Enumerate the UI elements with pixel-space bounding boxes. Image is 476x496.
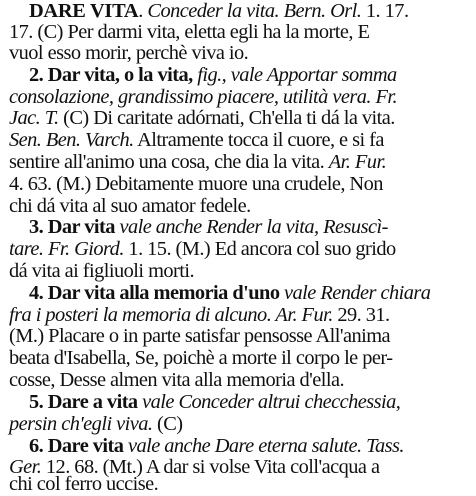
entry-line-8	[9, 152, 386, 174]
entry-line-19	[29, 392, 400, 414]
source-abbrev: Ger.	[9, 456, 42, 478]
sense-5-heading: 5. Dare a vita	[29, 391, 143, 413]
sense-4-heading: 4. Dar vita alla memoria d'uno	[29, 282, 285, 304]
entry-line-1	[29, 1, 409, 23]
entry-line-21	[29, 436, 404, 458]
quotation-text: dá vita ai figliuoli morti.	[9, 260, 195, 282]
definition-text: fig., vale Apportar somma	[197, 64, 397, 86]
entry-line-17	[9, 348, 392, 370]
entry-line-4	[29, 65, 397, 87]
quotation-text: vuol esso morir, perchè viva io.	[9, 42, 249, 64]
source-abbrev: Jac. T.	[9, 107, 59, 129]
definition-text: vale Conceder altrui checchessia,	[142, 391, 401, 413]
entry-line-9	[9, 174, 383, 196]
definition-text: vale anche Render la vita, Resuscì-	[119, 216, 388, 238]
entry-line-10	[9, 196, 251, 218]
entry-line-6	[9, 108, 395, 130]
headword: DARE VITA	[29, 0, 139, 22]
entry-line-16	[9, 326, 390, 348]
definition-text: consolazione, grandissimo piacere, utilità vera. Fr.	[9, 86, 398, 108]
entry-line-13	[9, 261, 194, 283]
quotation-text: cosse, Desse almen vita alla memoria d'ella.	[9, 369, 345, 391]
source-abbrev: Sen. Ben. Varch.	[9, 129, 134, 151]
citation-ref: 29. 31.	[332, 304, 390, 326]
source-abbrev: Ar. Fur.	[328, 151, 387, 173]
entry-line-23	[9, 474, 158, 496]
sense-2-heading: 2. Dar vita, o la vita,	[29, 64, 198, 86]
entry-line-15	[9, 305, 390, 327]
citation-ref: 1. 17.	[361, 0, 409, 22]
sense-6-heading: 6. Dare vita	[29, 435, 128, 457]
quotation-text: 4. 63. (M.) Debitamente muore una crudele, Non	[9, 173, 383, 195]
quotation-text: chi col ferro uccise.	[9, 473, 159, 495]
entry-line-11	[29, 217, 388, 239]
quotation-text: beata d'Isabella, Se, poichè a morte il corpo le per-	[9, 347, 393, 369]
definition-text: fra i posteri la memoria di alcuno. Ar. Fur.	[9, 304, 333, 326]
quotation-text: 12. 68. (Mt.) A dar si volse Vita coll'acqua a	[41, 456, 380, 478]
definition-text: persin ch'egli viva.	[9, 413, 153, 435]
quotation-text: (C) Di caritate adórnati, Ch'ella ti dá la vita.	[58, 107, 395, 129]
headword-period: .	[138, 0, 148, 22]
entry-line-20	[9, 414, 183, 436]
quotation-text: sentire all'animo una cosa, che dia la vita.	[9, 151, 329, 173]
quotation-text: chi dá vita al suo amator fedele.	[9, 195, 251, 217]
entry-line-2	[9, 22, 369, 44]
source-marker: (C)	[152, 413, 183, 435]
quotation-text: 1. 15. (M.) Ed ancora col suo grido	[123, 238, 396, 260]
entry-line-7	[9, 130, 384, 152]
entry-line-3	[9, 43, 248, 65]
quotation-text: Altramente tocca il cuore, e si fa	[133, 129, 384, 151]
quotation-text: 17. (C) Per darmi vita, eletta egli ha la morte, E	[9, 21, 370, 43]
sense-3-heading: 3. Dar vita	[29, 216, 120, 238]
entry-line-14	[29, 283, 430, 305]
entry-line-5	[9, 87, 397, 109]
definition-text: tare. Fr. Giord.	[9, 238, 124, 260]
entry-line-12	[9, 239, 396, 261]
definition-text: Conceder la vita. Bern. Orl.	[147, 0, 362, 22]
quotation-text: (M.) Placare o in parte satisfar pensosse All'anima	[9, 325, 391, 347]
definition-text: vale anche Dare eterna salute. Tass.	[127, 435, 404, 457]
entry-line-18	[9, 370, 344, 392]
definition-text: vale Render chiara	[284, 282, 431, 304]
